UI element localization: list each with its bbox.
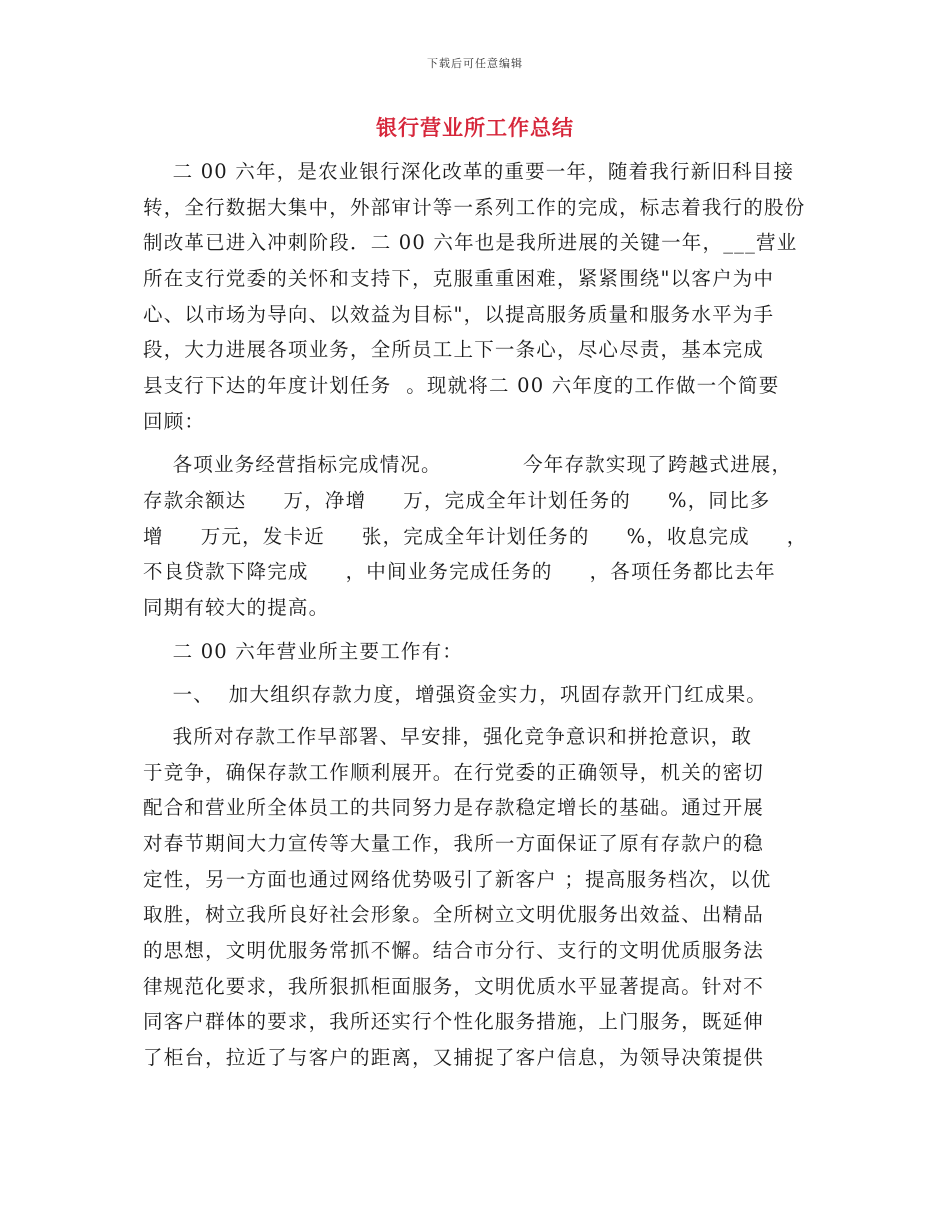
body-line: 转，全行数据大集中，外部审计等一系列工作的完成，标志着我行的股份 [143, 196, 806, 219]
body-line: 各项业务经营指标完成情况。 今年存款实现了跨越式进展， [143, 453, 793, 476]
body-line: 存款余额达 万，净增 万，完成全年计划任务的 %，同比多 [143, 489, 771, 512]
body-line: 于竞争，确保存款工作顺利展开。在行党委的正确领导，机关的密切 [143, 761, 765, 784]
document-title: 银行营业所工作总结 [376, 115, 574, 140]
body-line: 对春节期间大力宣传等大量工作，我所一方面保证了原有存款户的稳 [143, 832, 765, 855]
body-line: 二 00 六年，是农业银行深化改革的重要一年，随着我行新旧科目接 [143, 160, 795, 183]
body-line: 同客户群体的要求，我所还实行个性化服务措施，上门服务，既延伸 [143, 1010, 765, 1033]
body-line: 的思想，文明优服务常抓不懈。结合市分行、支行的文明优质服务法 [143, 939, 765, 962]
body-line: 心、以市场为导向、以效益为目标"，以提高服务质量和服务水平为手 [143, 303, 775, 326]
body-line: 配合和营业所全体员工的共同努力是存款稳定增长的基础。通过开展 [143, 796, 765, 819]
body-line: 增 万元，发卡近 张，完成全年计划任务的 %，收息完成 ， [143, 525, 808, 548]
body-line: 了柜台，拉近了与客户的距离，又捕捉了客户信息，为领导决策提供 [143, 1046, 765, 1069]
body-line: 律规范化要求，我所狠抓柜面服务，文明优质水平显著提高。针对不 [143, 975, 765, 998]
page-header-note: 下载后可任意编辑 [427, 57, 523, 70]
body-line: 不良贷款下降完成 ，中间业务完成任务的 ，各项任务都比去年 [143, 560, 776, 583]
body-line: 同期有较大的提高。 [143, 596, 330, 619]
body-line: 我所对存款工作早部署、早安排，强化竞争意识和拼抢意识，敢 [143, 725, 753, 748]
body-line: 回顾： [143, 410, 206, 433]
body-line: 所在支行党委的关怀和支持下，克服重重困难，紧紧围绕"以客户为中 [143, 267, 775, 290]
body-line: 取胜，树立我所良好社会形象。全所树立文明优服务出效益、出精品 [143, 903, 765, 926]
body-line: 定性，另一方面也通过网络优势吸引了新客户 ；提高服务档次，以优 [143, 868, 772, 891]
body-line: 段，大力进展各项业务，全所员工上下一条心，尽心尽责，基本完成 [143, 338, 765, 361]
body-line: 二 00 六年营业所主要工作有： [143, 640, 464, 663]
body-line: 一、 加大组织存款力度，增强资金实力，巩固存款开门红成果。 [143, 683, 767, 706]
body-line: 县支行下达的年度计划任务 。现就将二 00 六年度的工作做一个简要 [143, 374, 780, 397]
body-line: 制改革已进入冲刺阶段．二 00 六年也是我所进展的关键一年，___营业 [143, 231, 798, 254]
